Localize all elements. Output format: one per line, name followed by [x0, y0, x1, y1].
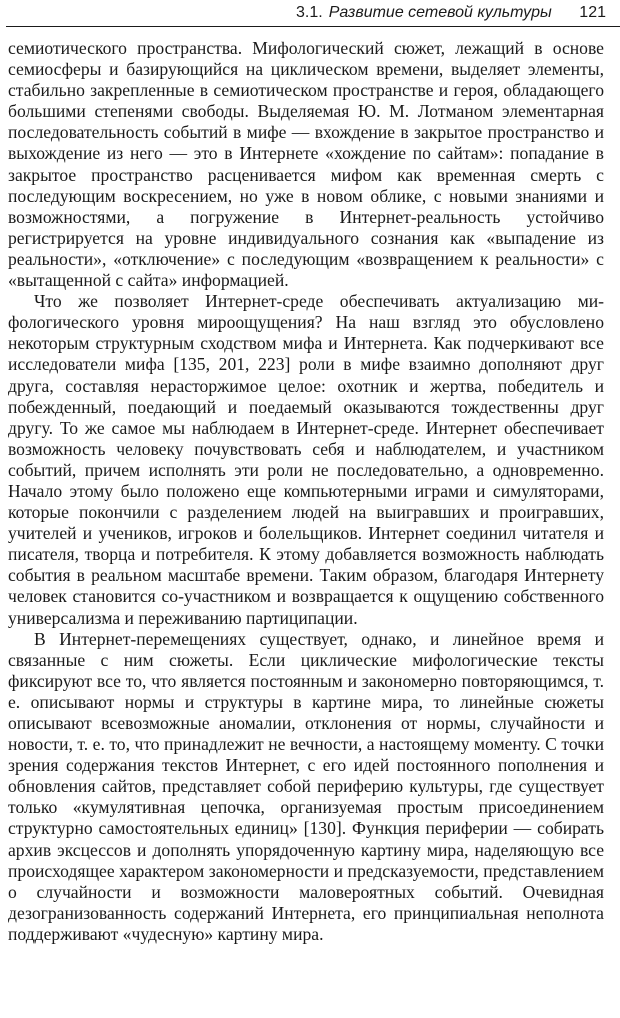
running-header	[6, 0, 620, 27]
page-number: 121	[579, 4, 606, 21]
paragraph: В Интернет-перемещениях существует, однако, и линейное время и связанные с ним сюжеты. Если циклические мифологические тексты фиксируют все то, что является постоянным и закономерно повторяющимся, т. е. описывают нормы и структуры в картине мира, то линейные сюжеты описывают всевозможные аномалии, отклонения от нормы, случайности и новости, т. е. то, что принадлежит не вечности, а настоящему моменту. С точки зрения содержания текстов Интернет, с его идей постоянного пополнения и обновления сайтов, представляет собой периферию культуры, где существует только «кумулятивная цепочка, организуемая простым присоединением структурно самостоятельных единиц» [130]. Функция периферии — собирать архив эксцессов и дополнять упорядоченную картину мира, наделяющую все происходящее характером закономерности и предсказуемости, представлением о случайности и возможности маловероятных событий. Очевидная дезогранизованность содержаний Интернета, его принципиальная неполнота поддерживают «чудесную» картину мира.	[8, 628, 604, 944]
body-text	[8, 38, 604, 945]
paragraph: семиотического пространства. Мифологический сюжет, лежащий в основе семиосферы и базирующийся на циклическом времени, выделяет элементы, стабильно закрепленные в семиотическом пространстве и героя, обладающего большими степенями свободы. Выделяемая Ю. М. Лотманом элементарная последовательность событий в мифе — вхождение в закрытое пространство и выхождение из него — это в Интернете «хождение по сайтам»: попадание в закрытое пространство расценивается мифом как временная смерть с последующим воскресением, но уже в новом облике, с новыми знаниями и возможностями, а погружение в Интернет-реальность устойчиво регистрируется на уровне индивидуального сознания как «выпадение из реальности», «отключение» с последующим «возвращением к реальности» с «вытащенной с сайта» информацией.	[8, 38, 604, 291]
section-title: Развитие сетевой культуры	[328, 4, 552, 21]
section-number: 3.1.	[296, 4, 323, 21]
section-heading	[296, 4, 552, 22]
paragraph: Что же позволяет Интернет-среде обеспечивать актуализацию мифологического уровня мироощущения? На наш взгляд это обусловлено некоторым структурным сходством мифа и Интернета. Как подчеркивают все исследователи мифа [135, 201, 223] роли в мифе взаимно дополняют друг друга, составляя нерасторжимое целое: охотник и жертва, победитель и побежденный, поедающий и поедаемый оказываются тождественны друг другу. То же самое мы наблюдаем в Интернет-среде. Интернет обеспечивает возможность человеку почувствовать себя и наблюдателем, и участником событий, причем исполнять эти роли не последовательно, а одновременно. Начало этому было положено еще компьютерными играми и симуляторами, которые покончили с разделением людей на выигравших и проигравших, учителей и учеников, игроков и болельщиков. Интернет соединил читателя и писателя, творца и потребителя. К этому добавляется возможность наблюдать события в реальном масштабе времени. Таким образом, благодаря Интернету человек становится со-участником и возвращается к ощущению собственного универсализма и переживанию партиципации.	[8, 291, 604, 628]
